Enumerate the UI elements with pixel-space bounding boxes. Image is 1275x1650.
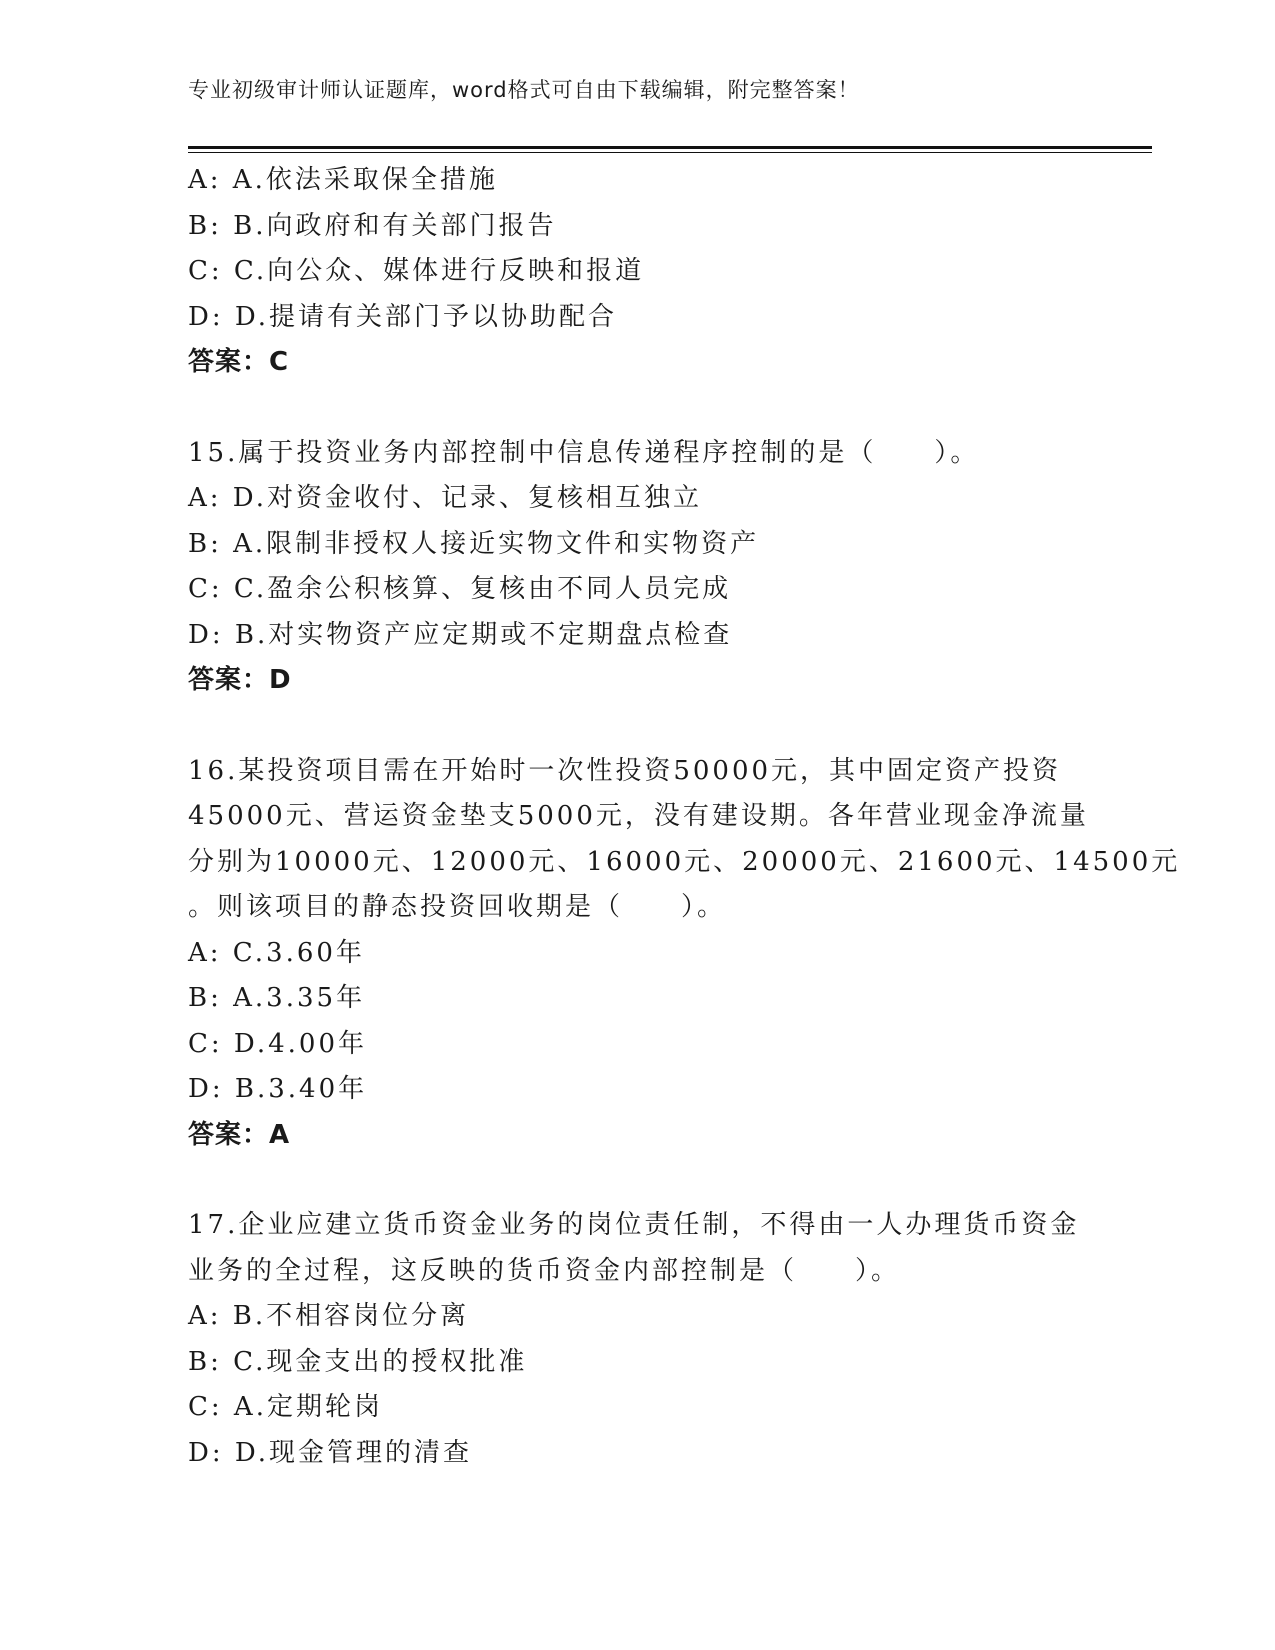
- answer: 答案：A: [188, 1119, 291, 1150]
- question-14: [188, 158, 1088, 386]
- option-d: D: D.现金管理的清查: [188, 1437, 473, 1468]
- option-a: A: B.不相容岗位分离: [188, 1301, 470, 1331]
- option-c: C: A.定期轮岗: [188, 1392, 383, 1422]
- option-a: A: D.对资金收付、记录、复核相互独立: [188, 483, 702, 513]
- option-c: C: D.4.00年: [188, 1028, 367, 1059]
- question-stem: 15.属于投资业务内部控制中信息传递程序控制的是（ ）。: [188, 437, 980, 468]
- option-b: B: B.向政府和有关部门报告: [188, 210, 557, 241]
- question-16: [188, 749, 1181, 1159]
- answer: 答案：D: [188, 665, 292, 695]
- question-17: [188, 1203, 1088, 1476]
- header-rule-thin: [188, 152, 1152, 153]
- question-stem: 45000元、营运资金垫支5000元，没有建设期。各年营业现金净流量: [188, 801, 1089, 831]
- option-d: D: B.3.40年: [188, 1074, 368, 1104]
- question-stem: 16.某投资项目需在开始时一次性投资50000元，其中固定资产投资: [188, 755, 1062, 786]
- question-stem: 分别为10000元、12000元、16000元、20000元、21600元、14500元: [188, 846, 1181, 877]
- question-stem: 。则该项目的静态投资回收期是（ ）。: [188, 892, 727, 922]
- page-header: 专业初级审计师认证题库，word格式可自由下载编辑，附完整答案！: [188, 78, 860, 102]
- option-c: C: C.向公众、媒体进行反映和报道: [188, 256, 645, 286]
- option-d: D: D.提请有关部门予以协助配合: [188, 301, 618, 332]
- option-b: B: A.限制非授权人接近实物文件和实物资产: [188, 528, 760, 559]
- header-rule-thick: [188, 146, 1152, 149]
- question-stem: 17.企业应建立货币资金业务的岗位责任制，不得由一人办理货币资金: [188, 1210, 1080, 1240]
- document-body: [188, 158, 1181, 1476]
- option-b: B: A.3.35年: [188, 983, 366, 1013]
- question-15: [188, 431, 1088, 704]
- option-b: B: C.现金支出的授权批准: [188, 1346, 528, 1377]
- option-a: A: A.依法采取保全措施: [188, 165, 498, 195]
- option-a: A: C.3.60年: [188, 937, 365, 968]
- question-stem: 业务的全过程，这反映的货币资金内部控制是（ ）。: [188, 1255, 901, 1286]
- option-c: C: C.盈余公积核算、复核由不同人员完成: [188, 574, 732, 604]
- option-d: D: B.对实物资产应定期或不定期盘点检查: [188, 619, 733, 650]
- answer: 答案：C: [188, 347, 290, 377]
